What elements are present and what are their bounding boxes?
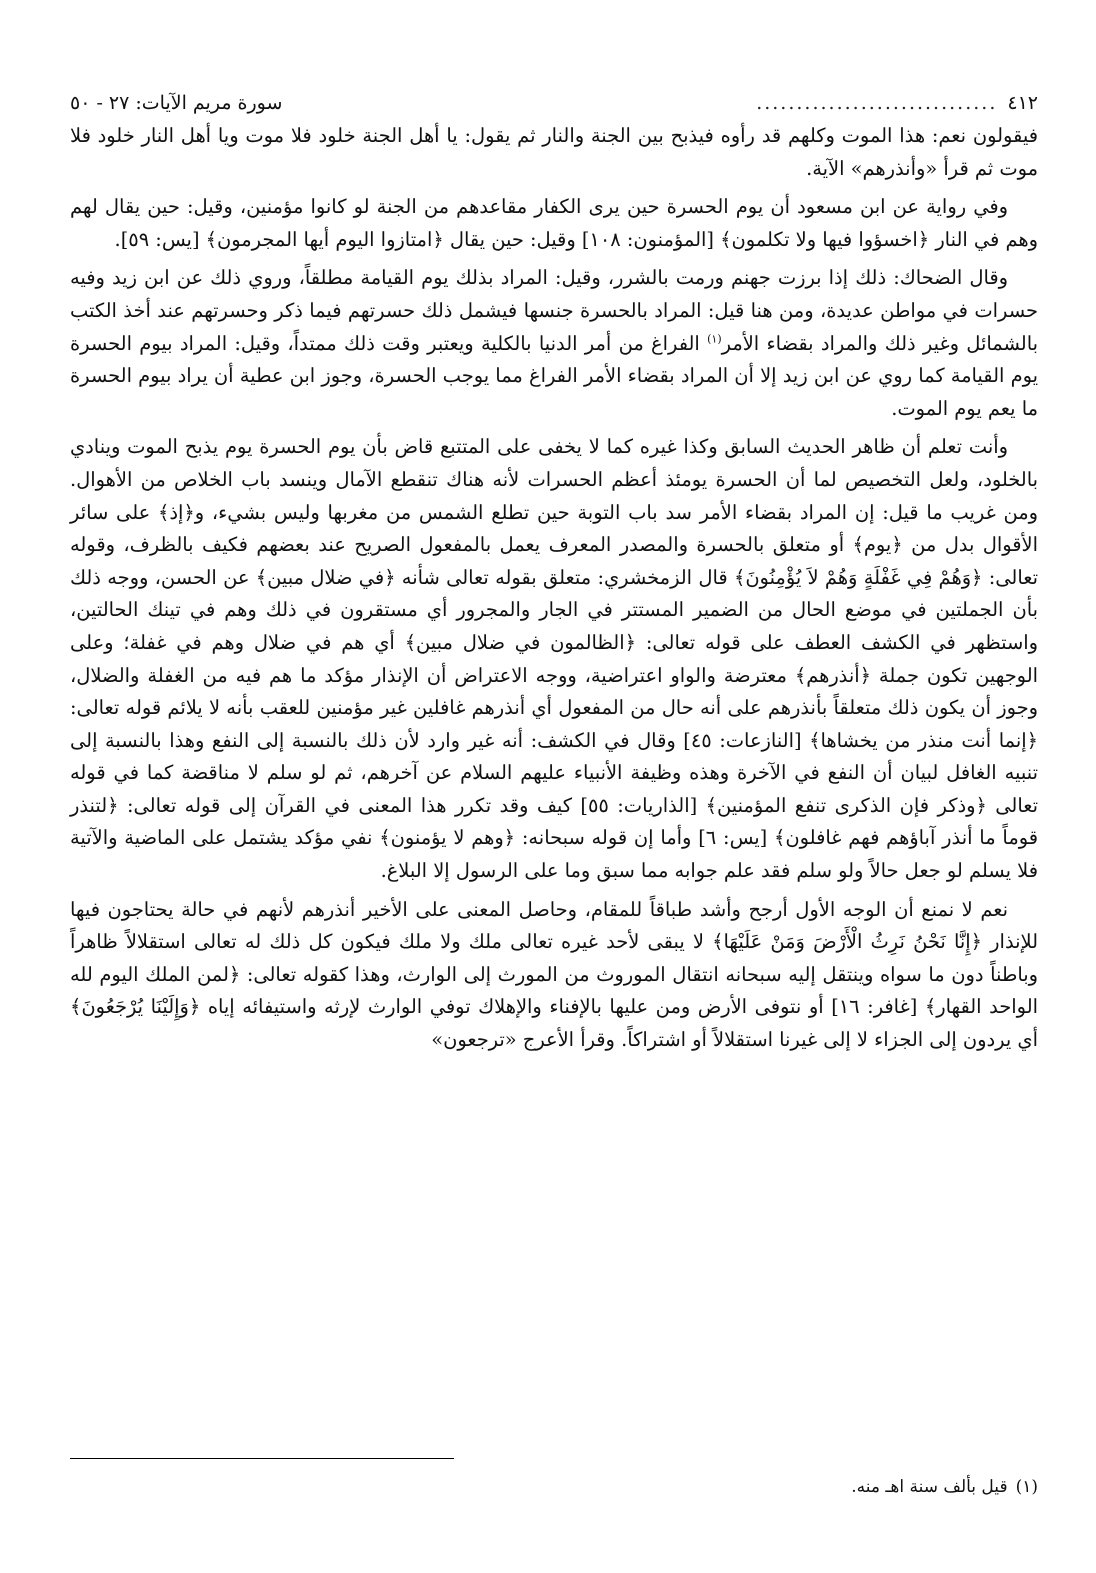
- main-text: [70, 120, 1038, 1057]
- page: [70, 88, 1038, 1538]
- running-header-right: [756, 88, 1038, 118]
- paragraph-text: الفراغ من أمر الدنيا بالكلية ويعتبر وقت ذلك ممتداً، وقيل: المراد بيوم الحسرة يوم القيامة كما روي عن ابن زيد إلا أن المراد بقضاء الأمر الفراغ مما يوجب الحسرة، وجوز ابن عطية أن يراد بيوم الحسرة ما يعم يوم الموت.: [70, 331, 1038, 420]
- paragraph: فيقولون نعم: هذا الموت وكلهم قد رأوه فيذبح بين الجنة والنار ثم يقول: يا أهل الجنة خلود فلا موت ويا أهل النار خلود فلا موت ثم قرأ «وأنذرهم» الآية.: [70, 124, 1038, 180]
- footnote-number: (١): [1015, 1477, 1038, 1497]
- paragraph-text: وقال الضحاك: ذلك إذا برزت جهنم ورمت بالشرر، وقيل: المراد بذلك يوم القيامة مطلقاً، وروي ذلك عن ابن زيد وفيه حسرات في مواطن عديدة، ومن هنا قيل: المراد بالحسرة جنسها فيشمل ذلك حسرتهم فيما ذكر وحسرتهم عند أخذ الكتب بالشمائل وغير ذلك والمراد بقضاء الأمر: [70, 266, 1038, 355]
- paragraph: نعم لا نمنع أن الوجه الأول أرجح وأشد طباقاً للمقام، وحاصل المعنى على الأخير أنذرهم لأنهم في حالة يحتاجون فيها للإنذار ﴿إِنَّا نَحْنُ نَرِثُ الْأَرْضَ وَمَنْ عَلَيْهَا﴾ لا يبقى لأحد غيره تعالى ملك ولا ملك فيكون كل ذلك له تعالى استقلالاً ظاهراً وباطناً دون ما سواه وينتقل إليه سبحانه انتقال الموروث من المورث إلى الوارث، وهذا كقوله تعالى: ﴿لمن الملك اليوم لله الواحد القهار﴾ [غافر: ١٦] أو نتوفى الأرض ومن عليها بالإفناء والإهلاك توفي الوارث لإرثه واستيفائه إياه ﴿وَإِلَيْنَا يُرْجَعُونَ﴾ أي يردون إلى الجزاء لا إلى غيرنا استقلالاً أو اشتراكاً. وقرأ الأعرج «ترجعون»: [70, 897, 1038, 1052]
- paragraph: [70, 262, 1038, 425]
- footnote-divider: [70, 1458, 454, 1459]
- page-number: ٤١٢: [1007, 92, 1038, 114]
- header-leader-dots: ..............................: [756, 92, 998, 114]
- running-header: [70, 88, 1038, 120]
- footnote-text: قيل بألف سنة اهـ منه.: [851, 1477, 1008, 1497]
- footnote: [851, 1473, 1038, 1501]
- chapter-title: سورة مريم الآيات: ٢٧ - ٥٠: [70, 92, 283, 114]
- paragraph: وأنت تعلم أن ظاهر الحديث السابق وكذا غيره كما لا يخفى على المتتبع قاض بأن يوم الحسرة يوم يذبح الموت وينادي بالخلود، ولعل التخصيص لما أن الحسرة يومئذ أعظم الحسرات لأنه هناك تنقطع الآمال وينسد باب الخلاص من الأهوال. ومن غريب ما قيل: إن المراد بقضاء الأمر سد باب التوبة حين تطلع الشمس من مغربها وليس بشيء، و﴿إذ﴾ على سائر الأقوال بدل من ﴿يوم﴾ أو متعلق بالحسرة والمصدر المعرف يعمل بالمفعول الصريح عند بعضهم فكيف بالظرف، وقوله تعالى: ﴿وَهُمْ فِي غَفْلَةٍ وَهُمْ لاَ يُؤْمِنُونَ﴾ قال الزمخشري: متعلق بقوله تعالى شأنه ﴿في ضلال مبين﴾ عن الحسن، ووجه ذلك بأن الجملتين في موضع الحال من الضمير المستتر في الجار والمجرور أي مستقرون في ذلك وهم في تينك الحالتين، واستظهر في الكشف العطف على قوله تعالى: ﴿الظالمون في ضلال مبين﴾ أي هم في ضلال وهم في غفلة؛ وعلى الوجهين تكون جملة ﴿أنذرهم﴾ معترضة والواو اعتراضية، ووجه الاعتراض أن الإنذار مؤكد ما هم فيه من الغفلة والضلال، وجوز أن يكون ذلك متعلقاً بأنذرهم على أنه حال من المفعول أي أنذرهم غافلين غير مؤمنين للعقب بأنه لا يلائم قوله تعالى: ﴿إنما أنت منذر من يخشاها﴾ [النازعات: ٤٥] وقال في الكشف: أنه غير وارد لأن ذلك بالنسبة إلى النفع وهذا بالنسبة إلى تنبيه الغافل لبيان أن النفع في الآخرة وهذه وظيفة الأنبياء عليهم السلام عن آخرهم، ثم لو سلم لا مناقضة كما في قوله تعالى ﴿وذكر فإن الذكرى تنفع المؤمنين﴾ [الذاريات: ٥٥] كيف وقد تكرر هذا المعنى في القرآن إلى قوله تعالى: ﴿لتنذر قوماً ما أنذر آباؤهم فهم غافلون﴾ [يس: ٦] وأما إن قوله سبحانه: ﴿وهم لا يؤمنون﴾ نفي مؤكد يشتمل على الماضية والآتية فلا يسلم لو جعل حالاً ولو سلم فقد علم جوابه مما سبق وما على الرسول إلا البلاغ.: [70, 435, 1038, 883]
- paragraph: وفي رواية عن ابن مسعود أن يوم الحسرة حين يرى الكفار مقاعدهم من الجنة لو كانوا مؤمنين، وقيل: حين يقال لهم وهم في النار ﴿اخسؤوا فيها ولا تكلمون﴾ [المؤمنون: ١٠٨] وقيل: حين يقال ﴿امتازوا اليوم أيها المجرمون﴾ [يس: ٥٩].: [70, 195, 1038, 251]
- footnote-reference: (١): [707, 332, 722, 346]
